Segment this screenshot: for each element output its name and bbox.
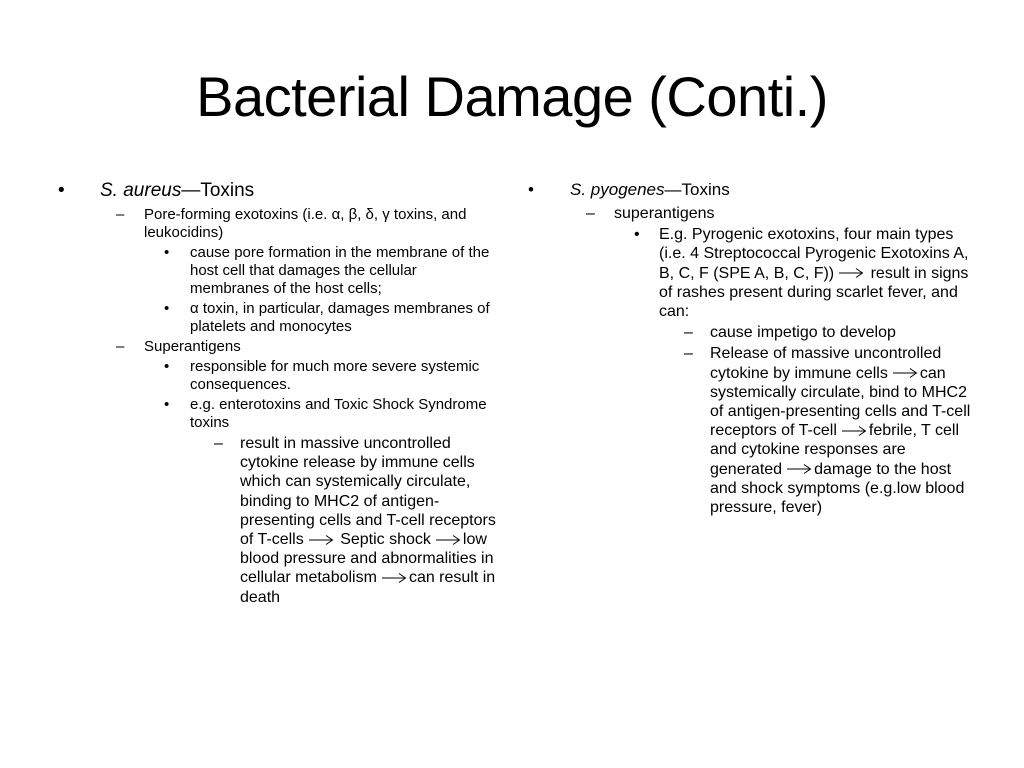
list-item-s-pyogenes	[526, 180, 978, 200]
slide-title: Bacterial Damage (Conti.)	[196, 65, 828, 128]
item-text: superantigens	[614, 205, 715, 222]
arrow-icon	[308, 534, 334, 546]
list-item	[56, 396, 496, 432]
list-item-pyrogenic-exotoxins	[526, 225, 978, 321]
item-text: febrile, T cell and cytokine responses are generated	[710, 422, 959, 478]
item-text: result in signs of rashes present during scarlet fever, and can:	[659, 264, 969, 321]
arrow-icon	[381, 572, 407, 584]
item-text: cause pore formation in the membrane of the host cell that damages the cellular membranes of the host cells;	[190, 244, 490, 297]
bullet-marker: •	[164, 396, 170, 413]
item-text: Superantigens	[144, 338, 241, 355]
item-text: Pore-forming exotoxins (i.e. α, β, δ, γ toxins, and leukocidins)	[144, 206, 467, 241]
item-text: Release of massive uncontrolled cytokine by immune cells	[710, 345, 942, 382]
dash-marker: –	[214, 435, 223, 452]
item-text: E.g. Pyrogenic exotoxins, four main types (i.e. 4 Streptococcal Pyrogenic Exotoxins A, B, C, F (SPE A, B, C, F))	[659, 226, 969, 282]
list-item	[56, 358, 496, 394]
arrow-icon	[435, 534, 461, 546]
dash-marker: –	[684, 324, 693, 342]
item-text: cause impetigo to develop	[710, 324, 896, 342]
arrow-icon	[838, 267, 864, 279]
dash-marker: –	[116, 338, 125, 355]
left-column	[56, 180, 496, 609]
item-text: can systemically circulate, bind to MHC2 of antigen-presenting cells and T-cell receptors of T-cell	[710, 364, 971, 440]
list-item	[56, 300, 496, 336]
item-text: damage to the host and shock symptoms (e.g.low blood pressure, fever)	[710, 460, 965, 517]
item-text: α toxin, in particular, damages membranes of platelets and monocytes	[190, 300, 490, 335]
item-text: Septic shock	[340, 531, 431, 549]
list-item-superantigens	[526, 204, 978, 223]
list-item-pore-forming	[56, 206, 496, 242]
list-item-superantigens	[56, 338, 496, 356]
list-item-septic-shock	[56, 434, 496, 607]
arrow-icon	[786, 463, 812, 475]
list-item-s-aureus	[56, 180, 496, 202]
dash-marker: –	[684, 345, 693, 363]
bullet-marker: •	[164, 300, 170, 317]
item-text: can result in death	[240, 569, 496, 606]
list-item-impetigo	[526, 323, 978, 342]
dash-marker: –	[116, 206, 125, 223]
item-text: result in massive uncontrolled cytokine release by immune cells which can systemically circulate, binding to MHC2 of antigen-presenting cells and T-cell receptors of T-cells	[240, 435, 496, 549]
dash-marker: –	[586, 205, 595, 222]
item-text: e.g. enterotoxins and Toxic Shock Syndrome toxins	[190, 396, 487, 431]
species-name: S. aureus	[100, 180, 182, 201]
right-column	[526, 180, 978, 519]
item-text: responsible for much more severe systemic consequences.	[190, 358, 480, 393]
species-name: S. pyogenes	[570, 180, 665, 199]
list-item-cytokine-release	[526, 344, 978, 517]
bullet-marker: •	[164, 244, 170, 261]
heading-suffix: —Toxins	[181, 180, 255, 201]
bullet-marker: •	[58, 180, 65, 201]
arrow-icon	[892, 367, 918, 379]
arrow-icon	[841, 425, 867, 437]
list-item	[56, 244, 496, 298]
heading-suffix: —Toxins	[664, 180, 730, 199]
bullet-marker: •	[528, 180, 534, 199]
bullet-marker: •	[634, 226, 640, 244]
item-text: low blood pressure and abnormalities in cellular metabolism	[240, 531, 494, 587]
bullet-marker: •	[164, 358, 170, 375]
